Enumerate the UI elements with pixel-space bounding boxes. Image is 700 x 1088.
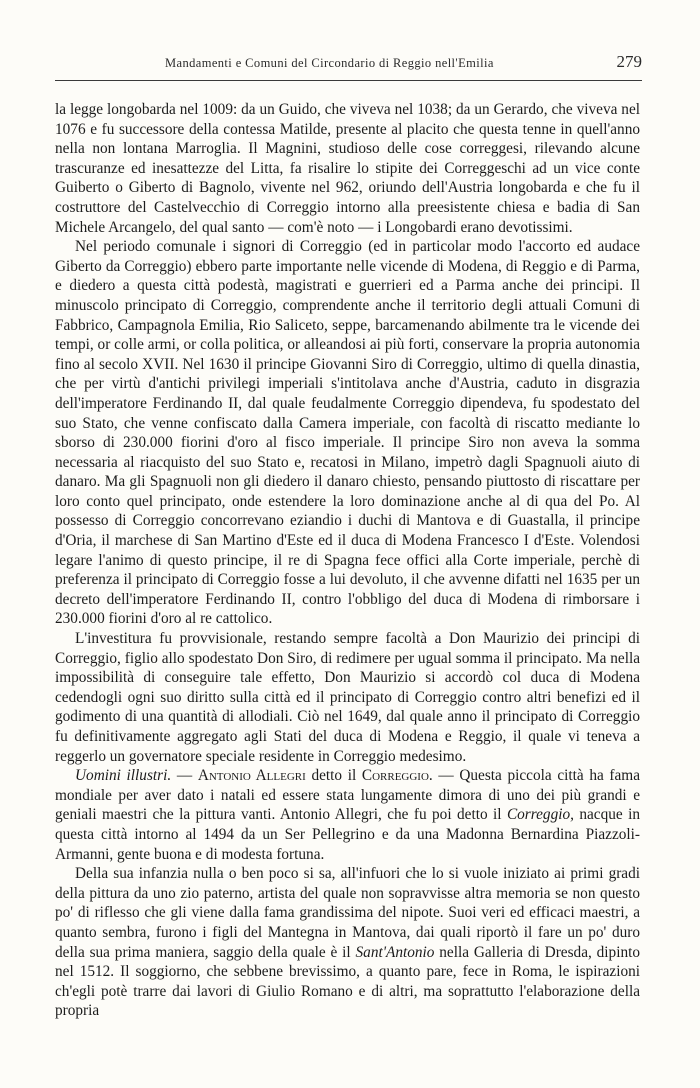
paragraph-5	[55, 864, 640, 1021]
paragraph-2: Nel periodo comunale i signori di Correggio (ed in particolar modo l'accorto ed audace Giberto da Correggio) ebbero parte importante nelle vicende di Modena, di Reggio e di Parma, e diedero a questa città podestà, magistrati e guerrieri ed a Parma anche dei principi. Il minuscolo principato di Correggio, comprendente anche il territorio degli attuali Comuni di Fabbrico, Campagnola Emilia, Rio Saliceto, seppe, barcamenando abilmente tra le vicende dei tempi, or colle armi, or colla politica, or alleandosi ai più forti, conservare la propria autonomia fino al secolo XVII. Nel 1630 il principe Giovanni Siro di Correggio, ultimo di quella dinastia, che per virtù d'antichi privilegi imperiali s'intitolava anche d'Austria, caduto in disgrazia dell'imperatore Ferdinando II, dal quale feudalmente Correggio dipendeva, fu spodestato del suo Stato, che venne confiscato dalla Camera imperiale, con facoltà di riscatto mediante lo sborso di 230.000 fiorini d'oro al fisco imperiale. Il principe Siro non aveva la somma necessaria al riacquisto del suo Stato e, recatosi in Milano, impetrò dagli Spagnuoli aiuto di danaro. Ma gli Spagnuoli non gli diedero il danaro chiesto, pensando piuttosto di riscattare per loro conto quel principato, onde estendere la loro dominazione anche al di qua del Po. Al possesso di Correggio concorrevano eziandio i duchi di Mantova e di Guastalla, il principe d'Oria, il marchese di San Martino d'Este ed il duca di Modena Francesco I d'Este. Volendosi legare l'animo di questo principe, il re di Spagna fece offici alla Corte imperiale, perchè di preferenza il principato di Correggio fosse a lui devoluto, il che avvenne difatti nel 1635 per un decreto dell'imperatore Ferdinando II, contro l'obbligo del duca di Modena di rimborsare i 230.000 fiorini d'oro al re cattolico.	[55, 238, 640, 628]
running-title: Mandamenti e Comuni del Circondario di Reggio nell'Emilia	[165, 56, 494, 70]
paragraph-4	[55, 766, 640, 864]
text-fragment: nacque in questa città intorno al 1494 da un Ser Pellegrino e da una Madonna Bernardina Piazzoli-Armanni, gente buona e di modesta fortuna.	[55, 806, 640, 863]
paragraph-1: la legge longobarda nel 1009: da un Guido, che viveva nel 1038; da un Gerardo, che viveva nel 1076 e fu successore della contessa Matilde, presente al placito che questa tenne in quell'anno nella non lontana Marroglia. Il Magnini, studioso delle cose correggesi, rilevando alcune trascuranze ed inesattezze del Litta, fa risalire lo stipite dei Correggeschi ad un vice conte Guiberto o Giberto di Bagnolo, vivente nel 962, oriundo dell'Austria longobarda e che fu il costruttore del Castelvecchio di Correggio intorno alla preesistente chiesa e badia di San Michele Arcangelo, del qual santo — com'è noto — i Longobardi erano devotissimi.	[55, 101, 640, 236]
running-header	[55, 54, 642, 74]
person-nickname: Correggio.	[361, 767, 433, 785]
text-fragment: Della sua infanzia nulla o ben poco si sa, all'infuori che lo si vuole iniziato ai primi gradi della pittura da uno zio paterno, artista del quale non sopravvisse altra memoria se non questo po' di riflesso che gli viene dalla fama grandissima del nipote. Suoi veri ed efficaci maestri, a quanto sembra, furono i figli del Mantegna in Mantova, dai quali riportò il fare un po' duro della sua prima maniera, saggio della quale è il	[55, 865, 640, 961]
text-fragment: detto il	[305, 767, 362, 785]
text-fragment: nella Galleria di Dresda, dipinto nel 1512. Il soggiorno, che sebbene brevissimo, a quanto pare, fece in Roma, le ispirazioni ch'egli potè trarre dai lavori di Giulio Romano e di altri, ma soprattutto l'elaborazione della propria	[55, 943, 640, 1020]
section-heading: Uomini illustri.	[75, 767, 172, 785]
text-fragment: — Questa piccola città ha fama mondiale per aver dato i natali ed essere stata lungamente dimora di uno dei più grandi e geniali maestri che la pittura vanti. Antonio Allegri, che fu poi detto il	[55, 767, 640, 824]
person-name: Antonio Allegri	[197, 767, 306, 785]
italic-name: Correggio,	[506, 806, 574, 824]
header-rule	[55, 80, 642, 81]
artwork-title: Sant'Antonio	[355, 943, 435, 961]
body-text	[55, 100, 640, 1021]
page-number: 279	[616, 52, 642, 71]
paragraph-3: L'investitura fu provvisionale, restando sempre facoltà a Don Maurizio dei principi di Correggio, figlio allo spodestato Don Siro, di redimere per ugual somma il principato. Ma nella impossibilità di conseguire tale effetto, Don Maurizio si accordò col duca di Modena cedendogli ogni suo diritto sulla città ed il principato di Correggio contro altri benefizi ed il godimento di una quantità di allodiali. Ciò nel 1649, dal quale anno il principato di Correggio fu definitivamente aggregato agli Stati del duca di Modena e Reggio, il quale vi teneva a reggerlo un governatore speciale residente in Correggio medesimo.	[55, 630, 640, 765]
em-dash: —	[171, 767, 198, 785]
